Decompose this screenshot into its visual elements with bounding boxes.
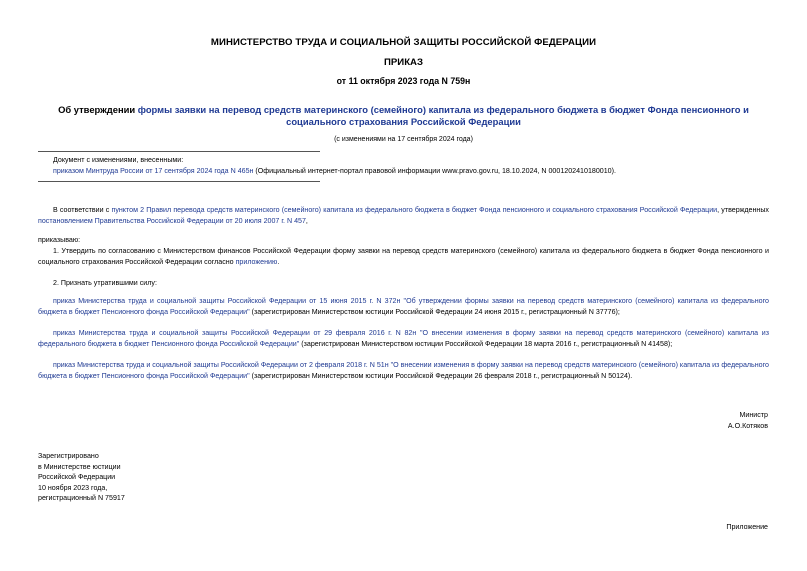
order-type: ПРИКАЗ: [384, 57, 423, 68]
title-subtitle: (с изменениями на 17 сентября 2024 года): [334, 136, 473, 143]
revoked-order-2-text: (зарегистрирован Министерством юстиции Российской Федерации 18 марта 2016 г., регистрационный N 41458);: [299, 339, 673, 348]
revoked-order-1: [38, 296, 769, 317]
government-decree-link[interactable]: постановлением Правительства Российской Федерации от 20 июля 2007 г. N 457: [38, 216, 306, 225]
appendix-label: Приложение: [726, 523, 768, 531]
paragraph-revoke: 2. Признать утратившими силу:: [53, 279, 157, 287]
registration-line: в Министерстве юстиции: [38, 462, 121, 471]
p2-text-a: 1. Утвердить по согласованию с Министерством финансов Российской Федерации форму заявки на перевод средств материнского (семейного) капитала из федерального бюджета в бюджет Фонда пенсионного и социального страхования Российской Федерации согласно: [38, 247, 769, 266]
divider-top: [38, 151, 320, 152]
title-prefix: Об утверждении: [58, 104, 138, 115]
p1-text-b: , утвержденных: [717, 206, 769, 214]
registration-block: [38, 451, 125, 504]
p2-text-b: .: [277, 257, 280, 266]
signer-position: Министр: [739, 411, 768, 419]
rules-link[interactable]: пунктом 2 Правил перевода средств материнского (семейного) капитала из федерального бюджета в бюджет Фонда пенсионного и социального страхования Российской Федерации: [111, 206, 718, 214]
revoked-order-1-text: (зарегистрирован Министерством юстиции Российской Федерации 24 июня 2015 г., регистрационный N 37776);: [249, 307, 620, 316]
revoked-order-2-link[interactable]: приказ Министерства труда и социальной защиты Российской Федерации от 29 февраля 2016 г. N 82н "О внесении изменения в форму заявки на перевод средств материнского (семейного) капитала из федерального бюджета в бюджет Пенсионного фонда Российской Федерации": [38, 329, 769, 348]
changes-intro: Документ с изменениями, внесенными:: [53, 156, 184, 164]
signature-block: [728, 410, 768, 432]
revoked-order-2: [38, 328, 769, 349]
paragraph-approve: [38, 246, 769, 267]
registration-line: 10 ноября 2023 года,: [38, 483, 108, 492]
ministry-name: МИНИСТЕРСТВО ТРУДА И СОЦИАЛЬНОЙ ЗАЩИТЫ РОССИЙСКОЙ ФЕДЕРАЦИИ: [210, 37, 597, 48]
appendix-link[interactable]: приложению: [235, 257, 278, 266]
ordered-word: приказываю:: [38, 236, 81, 244]
signer-name: А.О.Котяков: [727, 422, 768, 430]
divider-bottom: [38, 181, 320, 182]
registration-line: Российской Федерации: [38, 473, 116, 482]
document-title: [40, 104, 767, 128]
revoked-order-3-link[interactable]: приказ Министерства труда и социальной защиты Российской Федерации от 2 февраля 2018 г. N 51н "О внесении изменения в форму заявки на перевод средств материнского (семейного) капитала из федерального бюджета в бюджет Пенсионного фонда Российской Федерации": [38, 361, 769, 380]
changes-order-link[interactable]: приказом Минтруда России от 17 сентября 2024 года N 465н: [53, 166, 254, 175]
registration-line: Зарегистрировано: [38, 452, 99, 460]
changes-suffix: (Официальный интернет-портал правовой информации www.pravo.gov.ru, 18.10.2024, N 0001202410180010).: [253, 166, 616, 175]
revoked-order-3: [38, 360, 769, 381]
paragraph-basis: [38, 205, 769, 226]
p1-text-c: ,: [305, 216, 308, 225]
changes-line: [53, 166, 773, 177]
revoked-order-3-text: (зарегистрирован Министерством юстиции Российской Федерации 26 февраля 2018 г., регистрационный N 50124).: [249, 371, 633, 380]
registration-line: регистрационный N 75917: [38, 494, 125, 503]
changes-note: [53, 155, 773, 176]
title-form-link[interactable]: формы заявки на перевод средств материнского (семейного) капитала из федерального бюджета в бюджет Фонда пенсионного и социального страхования Российской Федерации: [137, 104, 749, 127]
p1-text-a: В соответствии с: [53, 206, 112, 214]
revoked-order-1-link[interactable]: приказ Министерства труда и социальной защиты Российской Федерации от 15 июня 2015 г. N 372н "Об утверждении формы заявки на перевод средств материнского (семейного) капитала из федерального бюджета в бюджет Пенсионного фонда Российской Федерации": [38, 297, 769, 316]
order-date: от 11 октября 2023 года N 759н: [336, 76, 471, 86]
